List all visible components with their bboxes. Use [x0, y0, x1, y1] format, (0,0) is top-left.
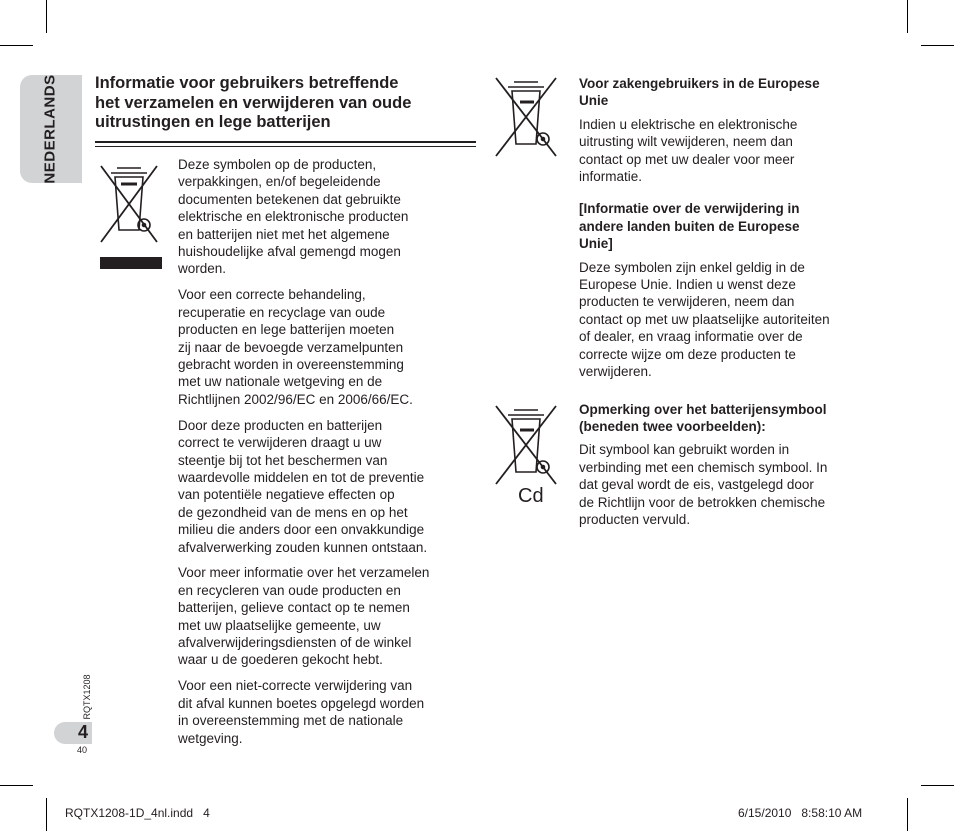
crossed-out-wheeled-bin-icon: [494, 402, 558, 488]
text-line: en batterijen niet met het algemene: [178, 226, 390, 242]
page-number: 4: [77, 722, 88, 742]
paragraph: [579, 116, 879, 186]
text-line: elektrische en elektronische producten: [178, 209, 409, 225]
text-line: Opmerking over het batterijensymbool: [579, 401, 827, 417]
section-title: [579, 75, 879, 110]
text-line: wetgeving.: [178, 730, 243, 746]
heading-rule: [95, 141, 476, 143]
text-line: milieu die anders door een onvakkundige: [178, 522, 425, 538]
text-line: correcte wijze om deze producten te: [579, 346, 796, 362]
footer-datetime: 6/15/2010 8:58:10 AM: [738, 806, 863, 820]
section-title: [579, 401, 879, 436]
language-tab-label: NEDERLANDS: [41, 74, 59, 184]
right-column: [579, 75, 879, 537]
text-line: waardevolle middelen en tot de preventie: [178, 469, 425, 485]
crop-mark: [921, 45, 954, 46]
text-line: [Informatie over de verwijdering in: [579, 201, 800, 217]
sub-page-number: 40: [77, 745, 88, 755]
text-line: Unie]: [579, 236, 613, 252]
text-line: afvalverwerking zouden kunnen ontstaan.: [178, 539, 428, 555]
text-line: documenten betekenen dat gebruikte: [178, 191, 401, 207]
crossed-out-wheeled-bin-icon: [97, 160, 161, 250]
crop-mark: [921, 785, 954, 786]
footer-file: RQTX1208-1D_4nl.indd 4: [65, 806, 210, 820]
text-line: Door deze producten en batterijen: [178, 417, 383, 433]
text-line: producten vervuld.: [579, 511, 691, 527]
document-code: RQTX1208: [82, 674, 92, 720]
crop-mark: [907, 0, 908, 33]
heading-line: Informatie voor gebruikers betreffende: [95, 74, 399, 92]
section-title: [579, 200, 879, 252]
page-number-tab: [54, 722, 92, 744]
text-line: Voor meer informatie over het verzamelen: [178, 565, 430, 581]
text-line: Richtlijnen 2002/96/EC en 2006/66/EC.: [178, 391, 413, 407]
text-line: Voor zakengebruikers in de Europese: [579, 76, 820, 91]
text-line: andere landen buiten de Europese: [579, 218, 800, 234]
text-line: in overeenstemming met de nationale: [178, 713, 404, 729]
crop-mark: [907, 798, 908, 831]
text-line: met uw nationale wetgeving en de: [178, 374, 383, 390]
heading-rule: [95, 146, 476, 147]
text-line: gebracht worden in overeenstemming: [178, 356, 404, 372]
text-line: steentje bij tot het beschermen van: [178, 452, 388, 468]
text-line: Unie: [579, 93, 609, 109]
text-line: dit afval kunnen boetes opgelegd worden: [178, 695, 425, 711]
text-line: contact op met uw dealer voor meer: [579, 151, 795, 167]
text-line: Dit symbool kan gebruikt worden in: [579, 442, 790, 458]
text-line: Deze symbolen zijn enkel geldig in de: [579, 259, 805, 275]
text-line: de gezondheid van de mens en op het: [178, 504, 408, 520]
text-line: de Richtlijn voor de betrokken chemische: [579, 494, 826, 510]
text-line: huishoudelijke afval gemengd mogen: [178, 244, 401, 260]
chemical-symbol: Cd: [518, 485, 544, 507]
paragraph: [178, 286, 478, 408]
heading-line: uitrustingen en lege batterijen: [95, 113, 331, 131]
text-line: Indien u elektrische en elektronische: [579, 116, 798, 132]
crop-mark: [46, 798, 47, 831]
text-line: of dealer, en vraag informatie over de: [579, 329, 803, 345]
paragraph: [178, 677, 478, 747]
paragraph: [178, 564, 478, 668]
crop-mark: [0, 785, 33, 786]
crop-mark: [0, 45, 33, 46]
section-heading: [95, 74, 475, 133]
crop-mark: [46, 0, 47, 33]
text-line: zij naar de bevoegde verzamelpunten: [178, 339, 404, 355]
text-line: Europese Unie. Indien u wenst deze: [579, 277, 796, 293]
text-line: en recycleren van oude producten en: [178, 582, 401, 598]
text-line: Deze symbolen op de producten,: [178, 157, 377, 172]
text-line: verwijderen.: [579, 364, 652, 380]
text-line: producten te verwijderen, neem dan: [579, 294, 795, 310]
text-line: batterijen, gelieve contact op te nemen: [178, 600, 410, 616]
text-line: correct te verwijderen draagt u uw: [178, 435, 382, 451]
text-line: producten en lege batterijen moeten: [178, 322, 395, 338]
left-column: [178, 156, 478, 756]
text-line: recuperatie en recyclage van oude: [178, 304, 386, 320]
text-line: contact op met uw plaatselijke autoriteiten: [579, 311, 830, 327]
paragraph: [178, 417, 478, 556]
paragraph: [579, 441, 879, 528]
text-line: verbinding met een chemisch symbool. In: [579, 459, 828, 475]
paragraph: [579, 259, 879, 381]
text-line: Voor een niet-correcte verwijdering van: [178, 678, 413, 694]
text-line: verpakkingen, en/of begeleidende: [178, 174, 381, 190]
text-line: van potentiële negatieve effecten op: [178, 487, 395, 503]
text-line: (beneden twee voorbeelden):: [579, 418, 766, 434]
text-line: Voor een correcte behandeling,: [178, 287, 366, 303]
heading-line: het verzamelen en verwijderen van oude: [95, 93, 412, 112]
text-line: met uw plaatselijke gemeente, uw: [178, 617, 381, 633]
text-line: uitrusting wilt vewijderen, neem dan: [579, 134, 793, 150]
text-line: worden.: [178, 261, 227, 277]
paragraph: [178, 156, 478, 278]
text-line: waar u de goederen gekocht hebt.: [178, 652, 383, 668]
black-bar: [100, 257, 162, 269]
text-line: informatie.: [579, 169, 643, 185]
text-line: dat geval wordt de eis, vastgelegd door: [579, 477, 814, 493]
crossed-out-wheeled-bin-icon: [494, 74, 558, 160]
text-line: afvalverwijderingsdiensten of de winkel: [178, 635, 412, 651]
